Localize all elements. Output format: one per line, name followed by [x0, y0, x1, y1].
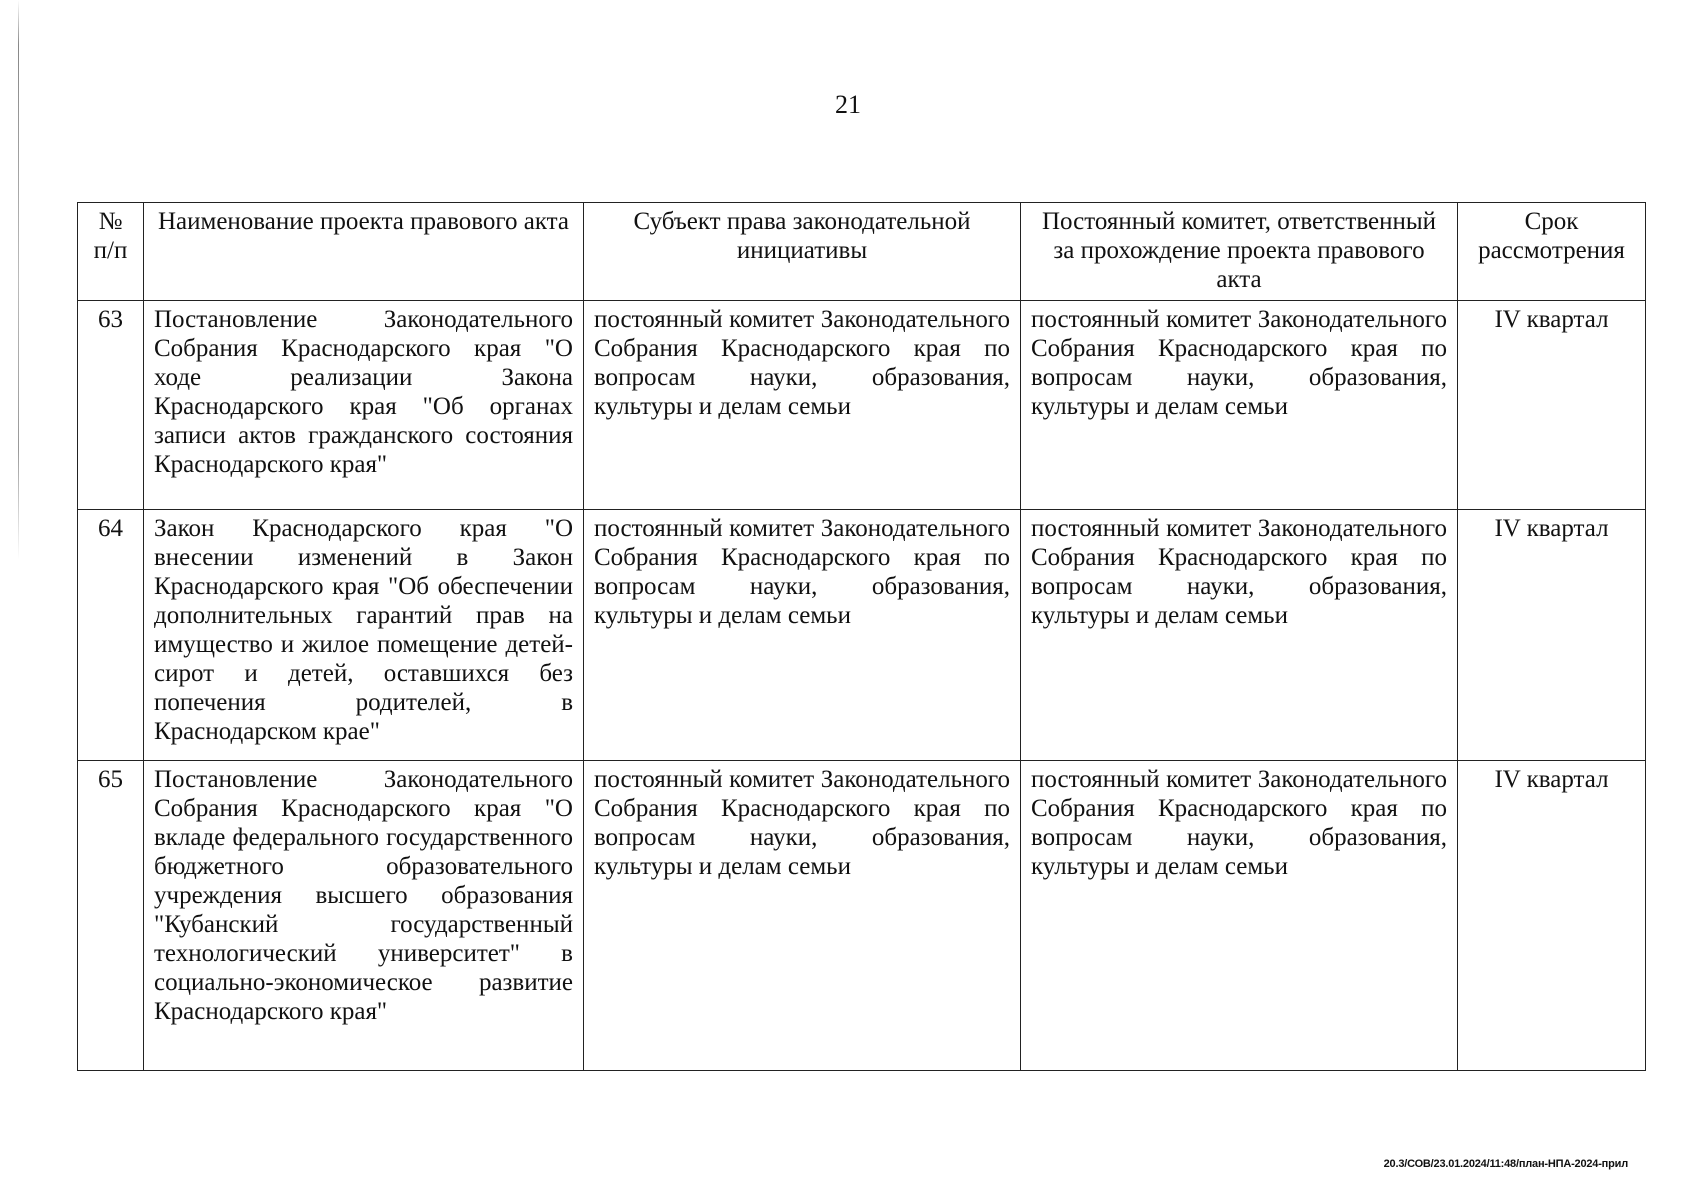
table-row — [78, 510, 1646, 761]
row-term: IV квартал — [1458, 510, 1646, 761]
row-name: Постановление Законодательного Собрания Краснодарского края "О вкладе федерального государственного бюджетного образовательного учреждения высшего образования "Кубанский государственный технологический университет" в социально-экономическое развитие Краснодарского края" — [144, 761, 584, 1071]
row-term: IV квартал — [1458, 761, 1646, 1071]
header-committee: Постоянный комитет, ответственный за прохождение проекта правового акта — [1021, 203, 1458, 301]
row-subject: постоянный комитет Законодательного Собрания Краснодарского края по вопросам науки, образования, культуры и делам семьи — [584, 761, 1021, 1071]
legislative-plan-table — [77, 202, 1646, 1071]
row-committee: постоянный комитет Законодательного Собрания Краснодарского края по вопросам науки, образования, культуры и делам семьи — [1021, 510, 1458, 761]
row-name: Постановление Законодательного Собрания Краснодарского края "О ходе реализации Закона Краснодарского края "Об органах записи актов гражданского состояния Краснодарского края" — [144, 301, 584, 510]
page-number: 21 — [835, 90, 861, 119]
row-subject: постоянный комитет Законодательного Собрания Краснодарского края по вопросам науки, образования, культуры и делам семьи — [584, 510, 1021, 761]
table-header-row — [78, 203, 1646, 301]
header-term: Срок рассмотрения — [1458, 203, 1646, 301]
row-num: 63 — [78, 301, 144, 510]
row-subject: постоянный комитет Законодательного Собрания Краснодарского края по вопросам науки, образования, культуры и делам семьи — [584, 301, 1021, 510]
row-committee: постоянный комитет Законодательного Собрания Краснодарского края по вопросам науки, образования, культуры и делам семьи — [1021, 301, 1458, 510]
row-committee: постоянный комитет Законодательного Собрания Краснодарского края по вопросам науки, образования, культуры и делам семьи — [1021, 761, 1458, 1071]
table-row — [78, 301, 1646, 510]
row-term: IV квартал — [1458, 301, 1646, 510]
document-footer-code: 20.3/СОВ/23.01.2024/11:48/план-НПА-2024-прил — [1383, 1158, 1628, 1170]
scan-edge-mark — [18, 0, 19, 560]
header-num: № п/п — [78, 203, 144, 301]
row-num: 64 — [78, 510, 144, 761]
header-subject: Субъект права законодательной инициативы — [584, 203, 1021, 301]
row-name: Закон Краснодарского края "О внесении изменений в Закон Краснодарского края "Об обеспечении дополнительных гарантий прав на имущество и жилое помещение детей-сирот и детей, оставшихся без попечения родителей, в Краснодарском крае" — [144, 510, 584, 761]
table-row — [78, 761, 1646, 1071]
header-name: Наименование проекта правового акта — [144, 203, 584, 301]
row-num: 65 — [78, 761, 144, 1071]
